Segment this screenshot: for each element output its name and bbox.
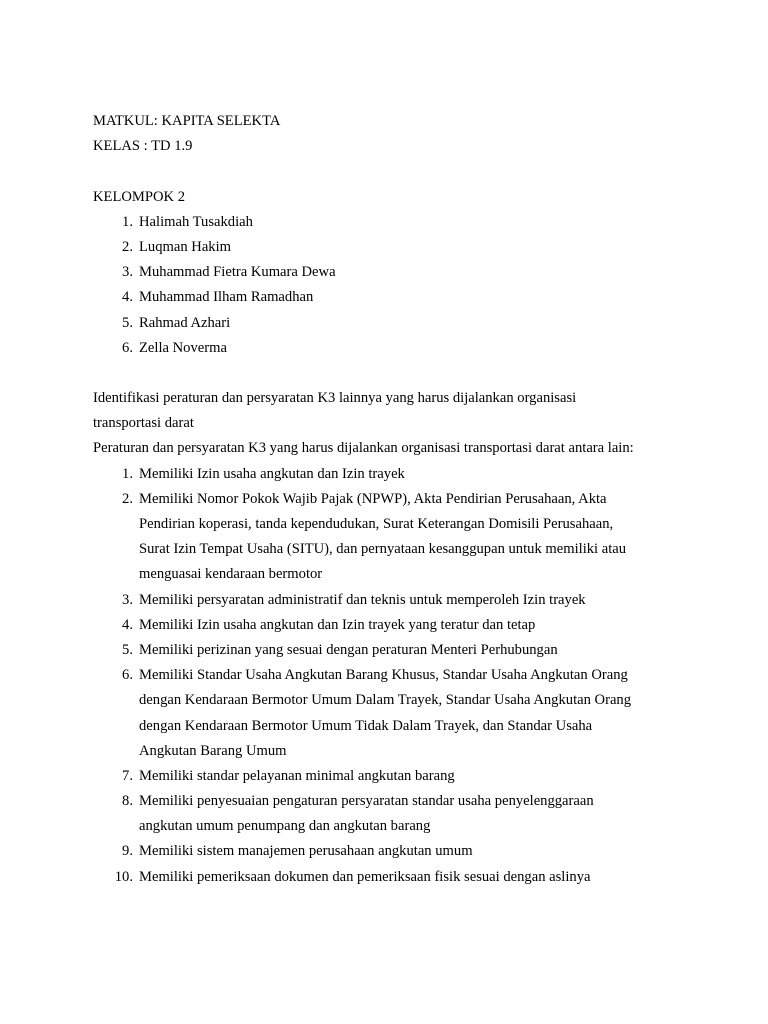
list-item-number: 8. (122, 793, 133, 810)
list-item-text: dengan Kendaraan Bermotor Umum Dalam Trayek, Standar Usaha Angkutan Orang (139, 692, 632, 709)
list-item-text: dengan Kendaraan Bermotor Umum Tidak Dalam Trayek, dan Standar Usaha (139, 717, 593, 734)
list-item-number: 10. (114, 868, 133, 885)
list-item-number: 5. (122, 641, 133, 658)
spacer (93, 159, 683, 184)
list-item: 6. Zella Noverma (122, 339, 227, 356)
list-item-text: Pendirian koperasi, tanda kependudukan, Surat Keterangan Domisili Perusahaan, (139, 516, 614, 532)
list-item-text: Memiliki Nomor Pokok Wajib Pajak (NPWP), Akta Pendirian Perusahaan, Akta (139, 490, 607, 507)
list-item (93, 588, 683, 613)
member-list (93, 210, 683, 361)
list-item (93, 613, 683, 638)
list-item-number: 7. (122, 767, 133, 784)
list-item (93, 839, 683, 864)
list-item-text: Memiliki penyesuaian pengaturan persyaratan standar usaha penyelenggaraan (139, 793, 594, 810)
list-item: 4. Muhammad Ilham Ramadhan (122, 289, 314, 306)
list-item-text: Memiliki Izin usaha angkutan dan Izin trayek yang teratur dan tetap (139, 616, 536, 633)
list-item-number: 4. (122, 616, 133, 633)
list-item (93, 638, 683, 663)
course-title: MATKUL: KAPITA SELEKTA (93, 113, 281, 129)
list-item-text: Memiliki persyaratan administratif dan teknis untuk memperoleh Izin trayek (139, 591, 586, 608)
list-item-text: Memiliki standar pelayanan minimal angkutan barang (139, 767, 455, 784)
class-label: KELAS : TD 1.9 (93, 138, 193, 155)
list-item (93, 789, 683, 839)
list-item-text: Angkutan Barang Umum (139, 742, 287, 759)
list-item-text: angkutan umum penumpang dan angkutan barang (139, 818, 431, 835)
list-item-text: Memiliki pemeriksaan dokumen dan pemeriksaan fisik sesuai dengan aslinya (139, 868, 591, 885)
list-item-number: 6. (122, 667, 133, 684)
section-intro: Peraturan dan persyaratan K3 yang harus dijalankan organisasi transportasi darat antara lain: (93, 440, 634, 457)
list-item (93, 487, 683, 588)
list-item: 3. Muhammad Fietra Kumara Dewa (122, 264, 336, 281)
list-item-number: 2. (122, 490, 133, 507)
list-item: 2. Luqman Hakim (122, 238, 232, 255)
list-item (93, 764, 683, 789)
list-item (93, 663, 683, 764)
list-item-text: Surat Izin Tempat Usaha (SITU), dan pernyataan kesanggupan untuk memiliki atau (139, 541, 627, 558)
group-title: KELOMPOK 2 (93, 188, 186, 205)
list-item-text: Memiliki Izin usaha angkutan dan Izin trayek (139, 465, 405, 482)
section-title-line2: transportasi darat (93, 415, 194, 432)
list-item: 1. Halimah Tusakdiah (122, 213, 253, 230)
list-item (93, 462, 683, 487)
list-item (93, 865, 683, 890)
list-item-text: Memiliki sistem manajemen perusahaan angkutan umum (139, 843, 473, 860)
requirements-list (93, 462, 683, 890)
section-title-line1: Identifikasi peraturan dan persyaratan K3 lainnya yang harus dijalankan organisasi (93, 390, 577, 407)
list-item-text: menguasai kendaraan bermotor (139, 566, 323, 583)
document-page (93, 109, 683, 890)
list-item-text: Memiliki perizinan yang sesuai dengan peraturan Menteri Perhubungan (139, 641, 558, 658)
list-item-number: 3. (122, 591, 133, 608)
list-item: 5. Rahmad Azhari (122, 314, 231, 331)
list-item-number: 1. (122, 465, 133, 482)
list-item-text: Memiliki Standar Usaha Angkutan Barang Khusus, Standar Usaha Angkutan Orang (139, 667, 628, 684)
spacer (93, 361, 683, 386)
list-item-number: 9. (122, 843, 133, 860)
